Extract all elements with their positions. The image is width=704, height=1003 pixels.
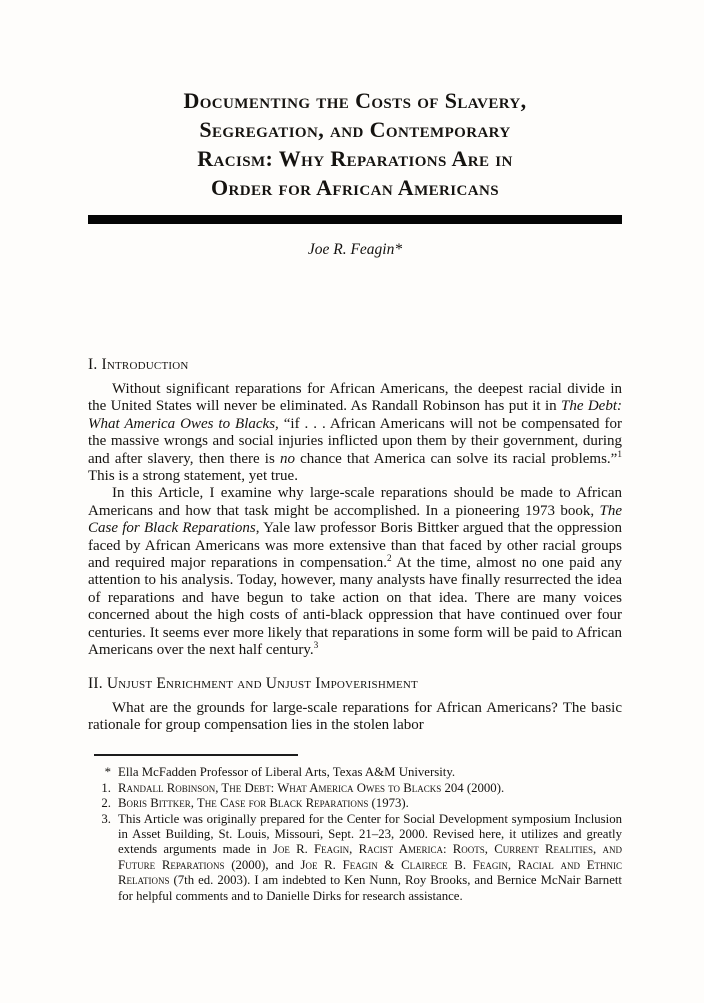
footnote-marker: * <box>104 765 111 780</box>
text-segment: Boris Bittker, The Case for Black Reparations <box>118 796 369 811</box>
text-segment: Without significant reparations for African Americans, the deepest racial divide in the United States will never be eliminated. As Randall Robinson has put it in <box>88 381 622 415</box>
text-segment: Randall Robinson, The Debt: What America Owes to Blacks <box>118 780 442 795</box>
text-segment: , “if . . . African Americans will not be compensated for the massive wrongs and social injuries inflicted upon them by their government, during and after slavery, then there is <box>88 415 622 467</box>
body-paragraph <box>88 485 622 659</box>
article-title-line: Racism: Why Reparations Are in <box>197 146 513 171</box>
text-segment: At the time, almost no one paid any attention to his analysis. Today, however, many analysts have finally resurrected the idea of reparations and have begun to take action on that idea. There are many voices concerned about the high costs of anti-black oppression that have continued over four centuries. It seems ever more likely that reparations in some form will be paid to African Americans over the next half century. <box>88 555 622 659</box>
text-segment: (2000), and <box>224 857 301 872</box>
section-heading: II. Unjust Enrichment and Unjust Impoverishment <box>88 674 418 692</box>
footnote-separator-rule <box>94 754 298 756</box>
footnote-ref-superscript: 3 <box>313 641 319 652</box>
article-title-line: Documenting the Costs of Slavery, <box>183 88 527 113</box>
body-paragraph <box>88 700 622 735</box>
text-segment: What are the grounds for large-scale reparations for African Americans? The basic rationale for group compensation lies in the stolen labor <box>88 699 622 733</box>
text-segment: This Article was originally prepared for the Center for Social Development symposium Inclusion in Asset Building, St. Louis, Missouri, Sept. 21–23, 2000. Revised here, it utilizes and greatly extends arguments made in <box>118 811 622 857</box>
article-title-line: Segregation, and Contemporary <box>199 117 511 142</box>
title-divider-rule <box>88 215 622 224</box>
text-segment: This is a strong statement, yet true. <box>88 468 298 485</box>
text-segment: Joe R. Feagin, Racist America: Roots, Current Realities, and Future Reparations <box>118 842 622 872</box>
text-segment: no <box>279 450 295 467</box>
footnotes-list <box>88 765 622 904</box>
body-paragraph <box>88 381 622 485</box>
text-segment: 204 (2000). <box>441 780 505 795</box>
footnote-marker: 3. <box>101 811 111 826</box>
footnote <box>88 765 622 780</box>
footnote-ref-superscript: 2 <box>387 554 392 565</box>
footnote-marker: 1. <box>101 780 111 795</box>
article-title <box>88 86 622 202</box>
article-body <box>88 356 622 734</box>
text-segment: Joe R. Feagin & Clairece B. Feagin, Racial and Ethnic Relations <box>118 857 623 888</box>
article-section <box>88 356 622 660</box>
footnote <box>88 781 622 796</box>
text-segment: The Debt: What America Owes to Blacks <box>88 398 622 432</box>
text-block <box>88 0 622 904</box>
footnote-area <box>88 754 622 904</box>
text-segment: , Yale law professor Boris Bittker argued that the oppression faced by African Americans was more extensive than that faced by other racial groups and required major reparations in compensation. <box>88 520 622 572</box>
text-segment: In this Article, I examine why large-scale reparations should be made to African Americans and how that task might be accomplished. In a pioneering 1973 book, <box>88 485 622 519</box>
footnote-ref-superscript: 1 <box>617 449 622 460</box>
section-heading: I. Introduction <box>88 356 189 373</box>
footnote <box>88 796 622 811</box>
text-segment: The Case for Black Reparations <box>88 502 622 537</box>
text-segment: chance that America can solve its racial problems.” <box>294 450 618 467</box>
text-segment: (7th ed. 2003). I am indebted to Ken Nunn, Roy Brooks, and Bernice McNair Barnett for helpful comments and to Danielle Dirks for research assistance. <box>118 873 622 903</box>
article-section <box>88 675 622 735</box>
text-segment: (1973). <box>368 796 409 811</box>
footnote <box>88 812 622 904</box>
title-block <box>88 86 622 259</box>
footnote-marker: 2. <box>101 796 111 811</box>
author-byline: Joe R. Feagin* <box>307 241 403 258</box>
article-title-line: Order for African Americans <box>211 175 499 200</box>
text-segment: Ella McFadden Professor of Liberal Arts, Texas A&M University. <box>118 765 456 780</box>
